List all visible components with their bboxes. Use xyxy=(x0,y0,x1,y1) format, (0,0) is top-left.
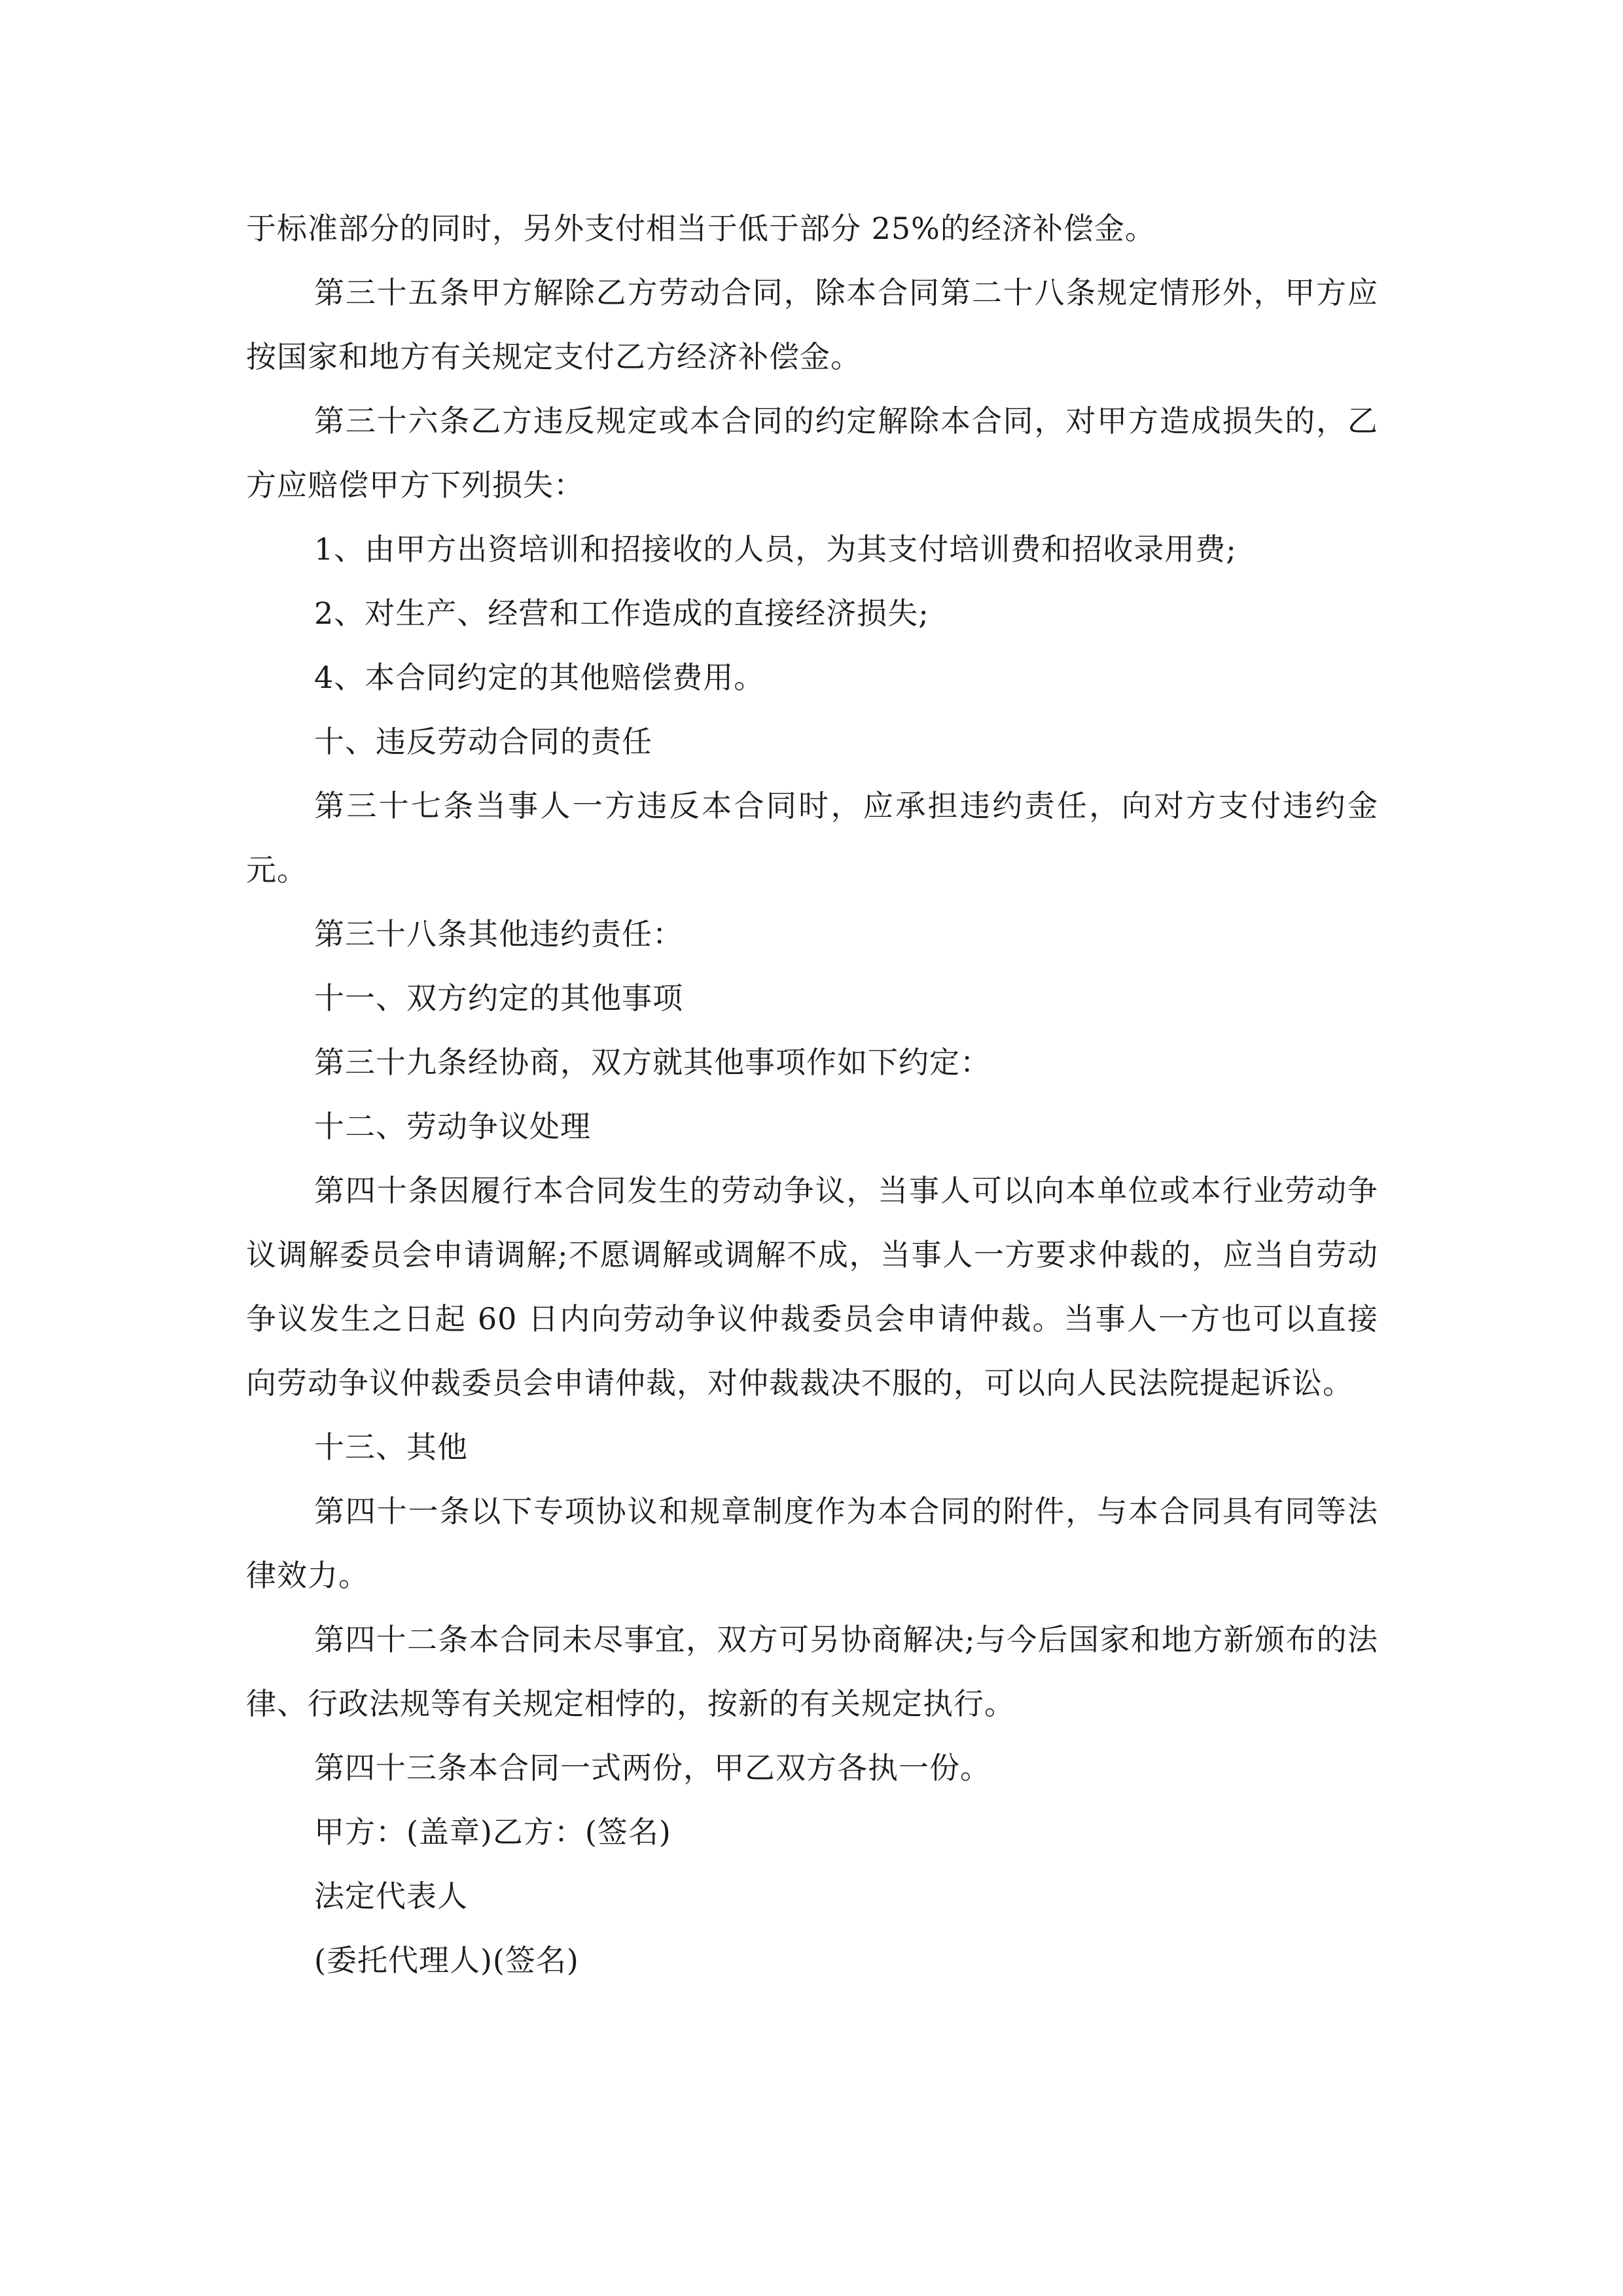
paragraph-article-37: 第三十七条当事人一方违反本合同时，应承担违约责任，向对方支付违约金元。 xyxy=(246,788,1378,888)
signature-agent: (委托代理人)(签名) xyxy=(314,1943,579,1978)
paragraph-article-41: 第四十一条以下专项协议和规章制度作为本合同的附件，与本合同具有同等法律效力。 xyxy=(246,1494,1378,1593)
section-heading-misc: 十三、其他 xyxy=(314,1429,468,1465)
paragraph-article-38: 第三十八条其他违约责任： xyxy=(314,916,683,952)
paragraph-article-36: 第三十六条乙方违反规定或本合同的约定解除本合同，对甲方造成损失的，乙方应赔偿甲方下列损失： xyxy=(246,403,1378,503)
list-item-training-cost: 1、由甲方出资培训和招接收的人员，为其支付培训费和招收录用费; xyxy=(314,531,1237,567)
document-body xyxy=(246,196,1378,1992)
paragraph-article-42: 第四十二条本合同未尽事宜，双方可另协商解决;与今后国家和地方新颁布的法律、行政法规等有关规定相悖的，按新的有关规定执行。 xyxy=(246,1622,1378,1721)
section-heading-other-matters: 十一、双方约定的其他事项 xyxy=(314,980,683,1016)
list-item-other-compensation: 4、本合同约定的其他赔偿费用。 xyxy=(314,660,765,695)
section-heading-dispute: 十二、劳动争议处理 xyxy=(314,1109,591,1144)
signature-legal-representative: 法定代表人 xyxy=(314,1878,468,1914)
paragraph-article-39: 第三十九条经协商，双方就其他事项作如下约定： xyxy=(314,1045,991,1080)
paragraph-article-35: 第三十五条甲方解除乙方劳动合同，除本合同第二十八条规定情形外，甲方应按国家和地方有关规定支付乙方经济补偿金。 xyxy=(246,275,1378,374)
paragraph-article-43: 第四十三条本合同一式两份，甲乙双方各执一份。 xyxy=(314,1750,991,1785)
section-heading-liability: 十、违反劳动合同的责任 xyxy=(314,724,652,759)
signature-parties: 甲方：(盖章)乙方：(签名) xyxy=(314,1814,671,1850)
paragraph-continuation: 于标准部分的同时，另外支付相当于低于部分 25%的经济补偿金。 xyxy=(246,211,1156,246)
list-item-direct-loss: 2、对生产、经营和工作造成的直接经济损失; xyxy=(314,596,929,631)
paragraph-article-40: 第四十条因履行本合同发生的劳动争议，当事人可以向本单位或本行业劳动争议调解委员会申请调解;不愿调解或调解不成，当事人一方要求仲裁的，应当自劳动争议发生之日起 60 日内向劳动争议仲裁委员会申请仲裁。当事人一方也可以直接向劳动争议仲裁委员会申请仲裁，对仲裁裁决不服的，可以向人民法院提起诉讼。 xyxy=(246,1173,1378,1401)
